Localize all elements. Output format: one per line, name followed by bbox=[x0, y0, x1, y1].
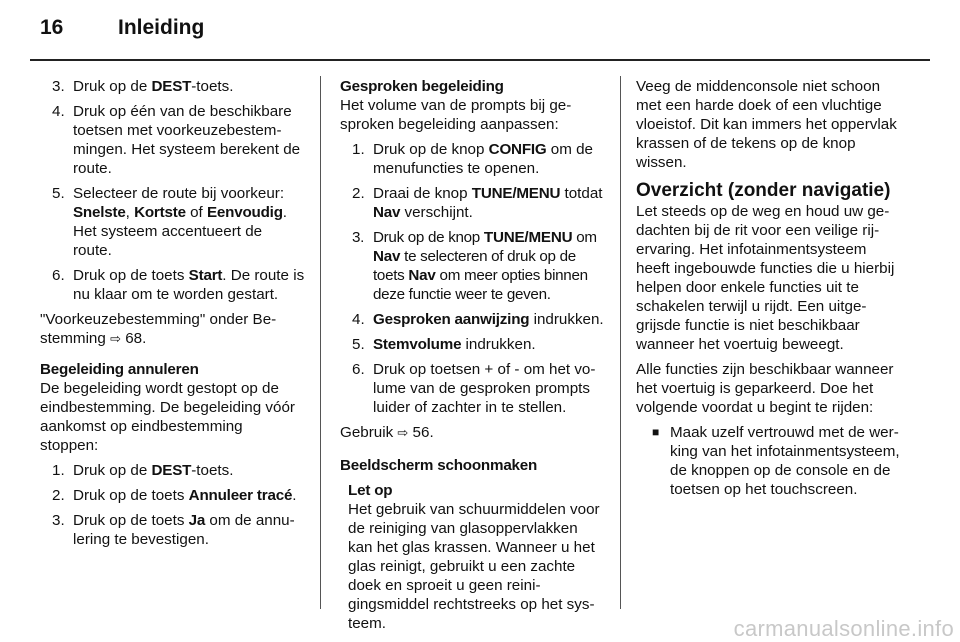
list-item: ■ Maak uzelf vertrouwd met de werking van het infotainmentsysteem, de knoppen op de console en de toetsen op het touchscreen. bbox=[652, 424, 900, 498]
caution-note bbox=[340, 481, 605, 633]
list-item: 5. Stemvolume indrukken. bbox=[352, 336, 536, 353]
list-item: 5. Selecteer de route bij voorkeur: Snelste, Kortste of Eenvoudig. Het systeem accentueert de route. bbox=[52, 185, 288, 259]
list-item: 3. Druk op de knop TUNE/MENU om Nav te selecteren of druk op de toets Nav om meer opties binnen deze functie weer te geven. bbox=[352, 229, 597, 303]
column-divider bbox=[320, 76, 321, 609]
page-ref-arrow-icon: ⇨ bbox=[110, 331, 121, 346]
bullet-list bbox=[636, 423, 904, 499]
cancel-steps-list bbox=[40, 461, 305, 549]
list-item: 6. Druk op toetsen + of - om het volume van de gesproken prompts luider of zachter in te stellen. bbox=[352, 361, 596, 416]
paragraph: Het volume van de prompts bij gesproken begeleiding aanpassen: bbox=[340, 97, 572, 133]
paragraph: Alle functies zijn beschikbaar wanneer het voertuig is geparkeerd. Doe het volgende voordat u begint te rijden: bbox=[636, 361, 894, 416]
cross-reference: "Voorkeuzebestemming" onder Bestemming ⇨ 68. bbox=[40, 311, 277, 347]
page-number: 16 bbox=[40, 16, 64, 39]
header-rule bbox=[30, 59, 930, 61]
list-item: 2. Draai de knop TUNE/MENU totdat Nav verschijnt. bbox=[352, 185, 603, 221]
paragraph: Let steeds op de weg en houd uw gedachten bij de rit voor een veilige rijervaring. Het infotainmentsysteem heeft ingebouwde functies die u hierbij helpen door enkele functies uit te schakelen terwijl u rijdt. Een uitgegrijsde functie is niet beschikbaar wanneer het voertuig beweegt. bbox=[636, 203, 895, 353]
list-item: 1. Druk op de DEST-toets. bbox=[52, 462, 234, 479]
page-ref-arrow-icon: ⇨ bbox=[397, 425, 409, 440]
steps-list-top bbox=[40, 77, 305, 304]
list-item: 1. Druk op de knop CONFIG om de menufuncties te openen. bbox=[352, 141, 593, 177]
column-2 bbox=[340, 77, 605, 633]
bullet-square-icon: ■ bbox=[652, 425, 660, 439]
list-item: 4. Druk op één van de beschikbare toetsen met voorkeuzebestemmingen. Het systeem berekent de route. bbox=[52, 103, 301, 177]
note-text: Het gebruik van schuurmiddelen voor de reiniging van glasoppervlakken kan het glas krassen. Wanneer u het glas reinigt, gebruikt u een zachte doek en sproeit u geen reinigingsmiddel rechtstreeks op het systeem. bbox=[348, 501, 600, 632]
section-heading: Beeldscherm schoonmaken bbox=[340, 457, 538, 474]
paragraph: Veeg de middenconsole niet schoon met een harde doek of een vluchtige vloeistof. Dit kan immers het oppervlak krassen of de tekens op de knop wissen. bbox=[636, 78, 897, 171]
section-heading: Begeleiding annuleren bbox=[40, 361, 199, 378]
list-item: 4. Gesproken aanwijzing indrukken. bbox=[352, 311, 604, 328]
column-1 bbox=[40, 77, 305, 555]
list-item: 6. Druk op de toets Start. De route is nu klaar om te worden gestart. bbox=[52, 267, 305, 303]
cross-reference: Gebruik ⇨ 56. bbox=[340, 424, 434, 441]
list-item: 3. Druk op de toets Ja om de annulering te bevestigen. bbox=[52, 512, 295, 548]
section-heading: Gesproken begeleiding bbox=[340, 78, 504, 95]
voice-steps-list bbox=[340, 140, 605, 417]
paragraph: De begeleiding wordt gestopt op de eindbestemming. De begeleiding vóór aankomst op eindbestemming stoppen: bbox=[40, 380, 295, 454]
page-header bbox=[30, 16, 930, 52]
section-heading: Overzicht (zonder navigatie) bbox=[636, 180, 891, 201]
note-heading: Let op bbox=[348, 482, 393, 499]
column-3 bbox=[636, 77, 904, 505]
list-item: 2. Druk op de toets Annuleer tracé. bbox=[52, 487, 297, 504]
list-item: 3. Druk op de DEST-toets. bbox=[52, 78, 234, 95]
column-divider bbox=[620, 76, 621, 609]
chapter-title: Inleiding bbox=[118, 16, 205, 39]
watermark: carmanualsonline.info bbox=[733, 616, 954, 641]
